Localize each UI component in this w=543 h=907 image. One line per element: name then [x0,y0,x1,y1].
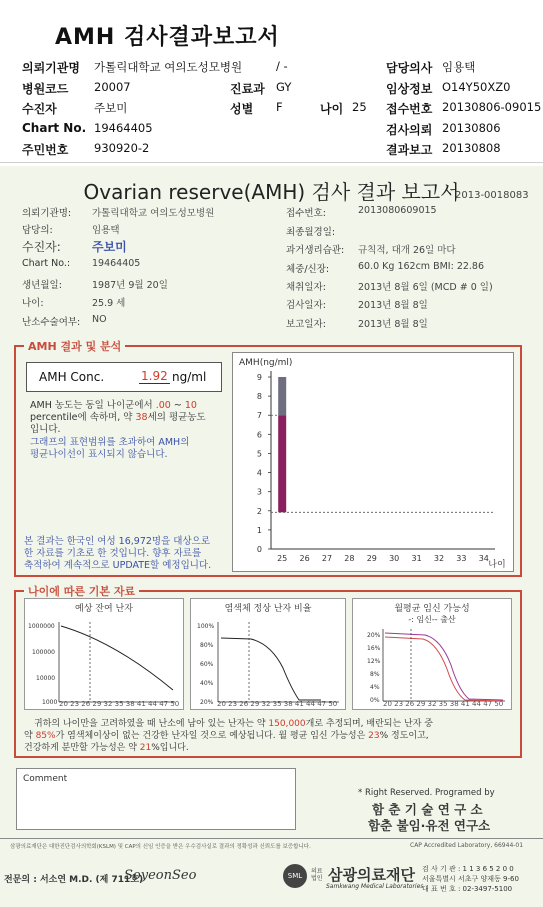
analysis-2a: percentile에 속하며, 약 [30,412,136,423]
amh-x-tick-label-30: 30 [389,554,400,563]
amh-x-tick-label-32: 32 [433,554,445,563]
note-line-2: 한 자료를 기초로 한 것입니다. 향후 자료를 [24,548,202,559]
analysis-1a: AMH 농도는 동일 나이군에서 [30,400,156,411]
summary-2a: 약 [24,731,36,741]
mini1-x-axis: 20 23 26 29 32 35 38 41 44 47 50 [59,700,180,708]
comment-label: Comment [23,774,68,784]
summary-1a: 귀하의 나이만을 고려하였을 때 난소에 남아 있는 난자는 약 [34,719,269,729]
note-line-3: 축적하여 계속적으로 UPDATE할 예정입니다. [24,560,212,571]
value-department: GY [276,80,292,94]
summary-line-2 [24,730,518,742]
mini3-y-4: 4% [370,684,380,691]
amh-conc-unit: ng/ml [172,370,207,384]
mini1-title: 예상 잔여 난자 [75,604,133,614]
label-receipt-no: 접수번호 [386,102,433,116]
value-chart-no: 19464405 [94,121,153,135]
comment-box [16,768,296,830]
mini2-y-100: 100% [197,623,215,630]
mini3-svg [353,625,511,709]
specialist-name: 전문의 : 서소연 M.D. (제 711호) [4,875,144,885]
report-heading-ko: 검사 결과 보고서 [311,180,460,204]
amh-concentration-box [26,362,222,392]
report-heading-en: Ovarian reserve(AMH) [83,180,306,204]
amh-section-label: AMH 결과 및 분석 [24,338,125,354]
amh-y-tick-label-9: 9 [256,373,262,382]
label-test-request: 검사의뢰 [386,123,433,137]
r-value-doctor: 임용택 [92,225,120,236]
signature: SoyeonSeo [124,868,197,883]
mini1-y-10000: 10000 [36,675,56,682]
mini2-y-20: 20% [200,699,214,706]
value-test-request: 20130806 [442,121,501,135]
mini1-y-100000: 100000 [32,649,55,656]
cap-accreditation: CAP Accredited Laboratory, 66944-01 [410,842,524,849]
mini-chart-chromosome [190,598,346,710]
contact-line-1: 검 사 기 관 : 1 1 3 6 5 2 0 0 [422,865,514,873]
r-value-weight-height: 60.0 Kg 162cm BMI: 22.86 [358,261,485,272]
r-label-doctor: 담당의: [22,225,53,236]
r-label-patient: 수진자: [22,240,61,254]
mini3-title: 월평균 임신 가능성 [394,604,470,614]
label-resident-no: 주민번호 [22,143,69,157]
r-value-institution: 가톨릭대학교 여의도성모병원 [92,208,215,219]
amh-x-axis-label: 나이 [488,560,506,570]
document-number: 2013-0018083 [455,190,529,201]
amh-bar-main [278,415,286,512]
mini3-y-0: 0% [370,697,380,704]
contact-line-2: 서울특별시 서초구 양재동 9-60 [422,875,519,883]
amh-x-tick-label-27: 27 [321,554,333,563]
analysis-1b: .00 [155,400,171,411]
amh-y-tick-label-7: 7 [256,411,262,421]
r-label-weight-height: 체중/신장: [286,264,330,275]
amh-analysis-text [30,400,228,461]
label-doctor: 담당의사 [386,61,433,75]
analysis-1c: ~ [170,400,185,411]
value-result-report: 20130808 [442,141,501,155]
mini3-y-12: 12% [367,658,381,665]
amh-chart-svg [233,353,513,571]
mini3-y-8: 8% [370,671,380,678]
analysis-1d: 10 [184,400,197,411]
summary-3c: %입니다. [151,743,189,753]
analysis-line-3: 입니다. [30,424,61,435]
amh-y-tick-label-4: 4 [256,468,262,478]
analysis-line-4: 그래프의 표현범위를 초과하여 AMH의 [30,437,190,448]
rights-text: * Right Reserved. Programed by [358,788,495,798]
mini3-y-20: 20% [367,632,381,639]
amh-y-tick-label-0: 0 [256,545,262,554]
label-chart-no: Chart No. [22,121,87,135]
r-value-reported: 2013년 8월 8일 [358,319,428,330]
label-hospital-code: 병원코드 [22,82,69,96]
r-label-reported: 보고일자: [286,319,326,330]
r-label-receipt: 접수번호: [286,208,326,219]
analysis-line-1 [30,400,228,412]
value-clinical-info: O14Y50XZ0 [442,80,511,94]
data-source-note [24,536,232,572]
contact-line-3: 대 표 번 호 : 02-3497-5100 [422,885,513,893]
value-department-blank: / - [276,59,288,73]
summary-1c: 개로 추정되며, 배란되는 난자 중 [305,719,433,729]
amh-x-tick-label-25: 25 [277,554,288,563]
foundation-name: 삼광의료재단 [328,866,415,884]
mini-chart-eggs [24,598,184,710]
amh-chart [232,352,514,572]
value-receipt-no: 20130806-09015 [442,100,542,114]
value-requesting-institution: 가톨릭대학교 여의도성모병원 [94,60,243,74]
mini2-svg [191,614,345,708]
analysis-line-5: 평균나이선이 표시되지 않습니다. [30,449,168,460]
mini2-y-80: 80% [200,642,214,649]
mini2-title: 염색체 정상 난자 비율 [224,604,312,614]
amh-conc-label: AMH Conc. [39,370,105,384]
r-label-lmp: 최종월경일: [286,227,336,238]
value-age: 25 [352,100,367,114]
analysis-2b: 38 [135,412,148,423]
amh-x-tick-label-34: 34 [478,554,489,563]
note-line-1: 본 결과는 한국인 여성 16,972명을 대상으로 [24,536,210,547]
r-label-surgery: 난소수술여부: [22,317,81,328]
summary-2e: % 정도이고, [379,731,429,741]
amh-x-tick-label-29: 29 [366,554,377,563]
r-value-patient: 주보미 [92,240,127,254]
value-hospital-code: 20007 [94,80,131,94]
label-age: 나이 [320,102,344,116]
summary-line-1 [24,718,518,730]
label-sex: 성별 [230,102,254,116]
amh-y-tick-label-8: 8 [256,392,262,402]
r-label-menstrual: 과거생리습관: [286,245,345,256]
summary-2b: 85% [35,731,56,741]
mini1-y-1000: 1000 [42,699,58,706]
lab-name-1: 함 춘 기 술 연 구 소 [372,802,483,817]
r-value-receipt: 2013080609015 [358,205,437,216]
summary-3b: 21 [139,743,152,753]
mini3-x-axis: 20 23 26 29 32 35 38 41 44 47 50 [383,700,504,708]
amh-bar-upper-range [278,377,286,415]
label-clinical-info: 임상정보 [386,82,433,96]
summary-2c: 가 염색체이상이 없는 건강한 난자일 것으로 예상됩니다. 월 평균 임신 가능성은 [55,731,369,741]
amh-y-tick-label-6: 6 [256,430,262,440]
footer-rule [0,838,543,839]
lab-name-2: 함춘 불임·유전 연구소 [368,818,491,833]
amh-x-tick-label-33: 33 [456,554,467,563]
foundation-logo-icon: SML [283,864,307,888]
summary-line-3 [24,742,518,754]
foundation-name-en: Samkwang Medical Laboratories [326,883,424,890]
amh-y-tick-label-1: 1 [256,525,262,535]
r-value-chart-no: 19464405 [92,258,141,269]
mini2-y-60: 60% [200,661,214,668]
analysis-2c: 세의 평균농도 [147,412,206,423]
r-value-age: 25.9 세 [92,298,126,309]
mini2-y-40: 40% [200,680,214,687]
r-label-tested: 검사일자: [286,300,326,311]
value-patient: 주보미 [94,101,128,115]
value-resident-no: 930920-2 [94,141,150,155]
r-value-menstrual: 규칙적, 대개 26일 마다 [358,245,456,256]
amh-x-tick-label-28: 28 [344,554,355,563]
summary-2d: 23 [368,731,380,741]
r-value-birthdate: 1987년 9월 20일 [92,280,168,291]
foundation-prefix: 의료법인 [311,868,323,882]
header-divider [0,162,543,163]
mini1-y-1000000: 1000000 [28,623,55,630]
analysis-line-2 [30,412,228,424]
amh-y-tick-label-5: 5 [256,449,262,459]
amh-x-tick-label-31: 31 [411,554,422,563]
summary-text [24,718,518,754]
mini1-svg [25,614,183,708]
amh-conc-value: 1.92 [141,369,168,383]
age-section-label: 나이에 따른 기본 자료 [24,583,139,599]
label-department: 진료과 [230,82,265,96]
value-doctor: 임용택 [442,60,476,74]
r-label-age: 나이: [22,298,44,309]
foundation-contact [422,864,519,894]
summary-1b: 150,000 [268,719,306,729]
label-patient: 수진자 [22,102,57,116]
mini3-legend: -: 임신-- 출산 [408,615,456,624]
amh-y-axis-label: AMH(ng/ml) [239,358,293,368]
mini3-y-16: 16% [367,645,381,652]
amh-y-tick-label-3: 3 [256,487,262,497]
r-value-surgery: NO [92,314,107,325]
r-label-chart-no: Chart No.: [22,258,71,269]
r-label-collected: 채취일자: [286,282,326,293]
r-label-institution: 의뢰기관명: [22,208,72,219]
summary-3a: 건강하게 분만할 가능성은 약 [24,743,140,753]
label-result-report: 결과보고 [386,143,433,157]
r-value-tested: 2013년 8월 8일 [358,300,428,311]
amh-y-tick-label-2: 2 [256,506,262,516]
amh-x-tick-label-26: 26 [299,554,310,563]
r-label-birthdate: 생년월일: [22,280,62,291]
value-sex: F [276,100,283,114]
mini-chart-pregnancy [352,598,512,710]
footer-note: 삼광의료재단은 대한진단검사의학회(KSLM) 및 CAP의 신임 인증을 받은 우수검사실로 결과의 정확성과 신뢰도를 보증합니다. [10,844,311,850]
label-requesting-institution: 의뢰기관명 [22,61,80,75]
mini2-x-axis: 20 23 26 29 32 35 38 41 44 47 50 [217,700,338,708]
report-title: AMH 검사결과보고서 [55,25,280,50]
r-value-collected: 2013년 8월 6일 (MCD # 0 일) [358,282,493,293]
